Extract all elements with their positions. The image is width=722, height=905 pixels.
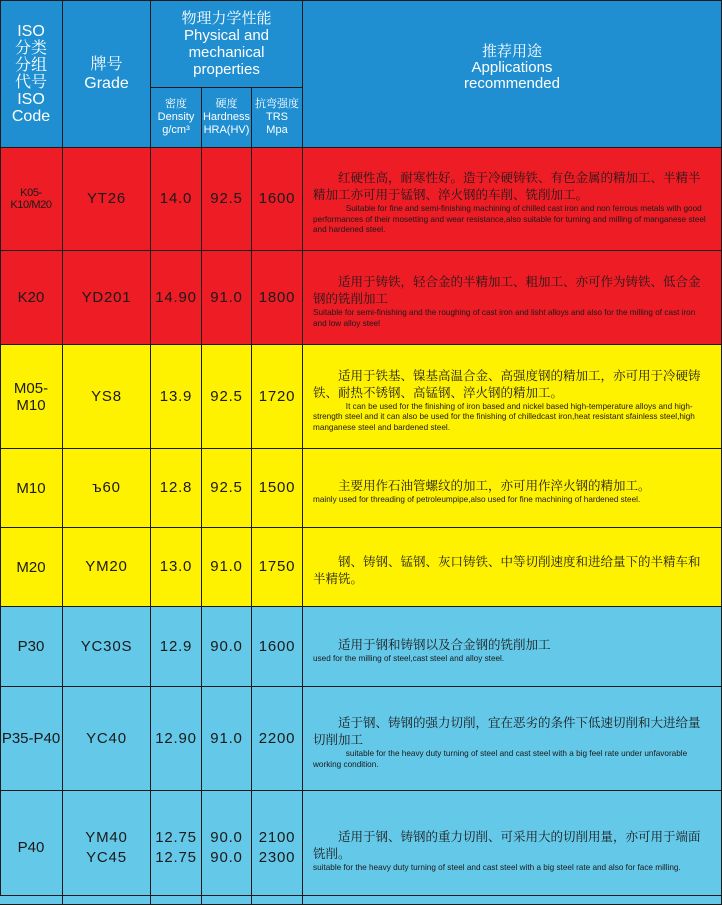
grade-value: YC45 bbox=[86, 848, 127, 866]
trs-cell bbox=[252, 251, 303, 345]
iso-code: K05-K10/M20 bbox=[10, 187, 52, 211]
trs-value: 1720 bbox=[258, 387, 296, 405]
header-iso-line: 代号 bbox=[14, 73, 47, 91]
header-grade-zh: 牌号 bbox=[90, 55, 123, 73]
hardness-cell bbox=[202, 687, 252, 791]
application-en: suitable for the heavy duty turning of steel and cast steel with a big steel rate and also for face milling. bbox=[313, 863, 681, 873]
hardness-cell bbox=[202, 528, 252, 607]
iso-code-cell bbox=[0, 791, 63, 905]
trs-cell bbox=[252, 607, 303, 687]
trs-cell bbox=[252, 528, 303, 607]
grade-value: YT26 bbox=[86, 190, 127, 207]
application-cell bbox=[303, 148, 722, 251]
iso-code-cell bbox=[0, 148, 63, 251]
grade-value: YS8 bbox=[91, 387, 122, 405]
density-value: 12.9 bbox=[159, 637, 193, 655]
trs-cell bbox=[252, 345, 303, 449]
density-value: 12.8 bbox=[159, 479, 193, 496]
density-cell bbox=[151, 791, 202, 905]
header-properties-en: Physical and bbox=[183, 26, 270, 44]
hardness-value: 90.0 bbox=[210, 828, 243, 846]
application-cell bbox=[303, 449, 722, 528]
iso-code-cell bbox=[0, 528, 63, 607]
header-applications-en: recommended bbox=[464, 75, 560, 92]
grade-value: YC30S bbox=[80, 637, 133, 655]
iso-code-cell bbox=[0, 607, 63, 687]
application-cell bbox=[303, 251, 722, 345]
header-trs-line: 抗弯强度 bbox=[255, 98, 299, 110]
hardness-value: 90.0 bbox=[210, 848, 243, 866]
density-value: 12.75 bbox=[155, 828, 197, 846]
header-grade-en: Grade bbox=[84, 74, 129, 92]
application-en: suitable for the heavy duty turning of steel and cast steel with a big feel rate under unfavorable working condition. bbox=[313, 749, 688, 769]
iso-code-cell bbox=[0, 345, 63, 449]
grade-cell bbox=[63, 607, 151, 687]
application-en: mainly used for threading of petroleumpipe,also used for fine machining of hardened steel. bbox=[313, 495, 641, 505]
grade-value: YD201 bbox=[81, 288, 132, 306]
trs-value: 1750 bbox=[258, 558, 296, 575]
header-trs-line: TRS bbox=[266, 111, 288, 123]
header-iso-line: 分组 bbox=[14, 56, 47, 74]
trs-value: 1500 bbox=[258, 479, 296, 496]
iso-code-cell bbox=[0, 251, 63, 345]
trs-value: 1800 bbox=[258, 288, 296, 306]
header-applications-zh: 推荐用途 bbox=[481, 43, 542, 60]
header-density bbox=[151, 88, 202, 148]
grade-value: YC40 bbox=[86, 729, 127, 747]
application-zh: 适于钢、铸钢的强力切削，宜在恶劣的条件下低速切削和大进给量切削加工 bbox=[313, 716, 701, 747]
hardness-cell bbox=[202, 791, 252, 905]
iso-code: P40 bbox=[17, 839, 45, 856]
trs-cell bbox=[252, 687, 303, 791]
header-properties-zh: 物理力学性能 bbox=[181, 9, 272, 27]
header-iso-line: Code bbox=[11, 107, 51, 125]
iso-code: M05-M10 bbox=[13, 379, 49, 414]
header-applications bbox=[303, 0, 722, 148]
hardness-value: 92.5 bbox=[210, 479, 243, 496]
header-hardness-line: 硬度 bbox=[215, 98, 238, 110]
application-zh: 适用于铁基、镍基高温合金、高强度钢的精加工，亦可用于冷硬铸铁、耐热不锈钢、高锰钢、淬火钢的精加工。 bbox=[313, 368, 701, 400]
iso-code: M10 bbox=[16, 479, 46, 497]
application-en: Suitable for fine and semi-finishing machining of chilled cast iron and non ferrous metals with good performances of their mosetting and wear resistance,also suitable for turning and milling of manganese steel and hardened steel. bbox=[313, 204, 706, 235]
hardness-value: 92.5 bbox=[210, 190, 243, 207]
application-cell bbox=[303, 607, 722, 687]
iso-code-cell bbox=[0, 449, 63, 528]
header-trs-line: Mpa bbox=[266, 124, 288, 136]
trs-value: 2100 bbox=[258, 828, 296, 846]
hardness-value: 92.5 bbox=[210, 387, 243, 405]
density-value: 13.0 bbox=[159, 558, 193, 575]
application-cell bbox=[303, 528, 722, 607]
density-value: 14.90 bbox=[155, 288, 197, 306]
header-hardness-line: HRA(HV) bbox=[203, 124, 250, 136]
density-cell bbox=[151, 148, 202, 251]
header-trs bbox=[252, 88, 303, 148]
application-zh: 适用于钢和铸钢以及合金钢的铣削加工 bbox=[338, 637, 551, 652]
header-hardness-line: Hardness bbox=[202, 111, 251, 123]
density-value: 12.75 bbox=[155, 848, 197, 866]
grade-cell bbox=[63, 791, 151, 905]
density-cell bbox=[151, 449, 202, 528]
header-applications-en: Applications bbox=[471, 59, 553, 76]
iso-code: K20 bbox=[17, 289, 45, 306]
application-en: used for the milling of steel,cast steel and alloy steel. bbox=[313, 653, 505, 663]
header-grade bbox=[63, 0, 151, 148]
density-cell bbox=[151, 607, 202, 687]
header-density-line: Density bbox=[157, 111, 195, 123]
header-iso-line: ISO bbox=[17, 22, 45, 40]
grade-cell bbox=[63, 251, 151, 345]
density-value: 12.90 bbox=[155, 729, 197, 747]
iso-code-cell bbox=[0, 687, 63, 791]
hardness-cell bbox=[202, 251, 252, 345]
iso-code: P30 bbox=[17, 638, 45, 655]
density-cell bbox=[151, 251, 202, 345]
density-cell bbox=[151, 528, 202, 607]
density-cell bbox=[151, 687, 202, 791]
trs-cell bbox=[252, 791, 303, 905]
trs-value: 2200 bbox=[258, 729, 296, 747]
density-cell bbox=[151, 345, 202, 449]
header-iso-line: ISO bbox=[17, 90, 45, 108]
hardness-cell bbox=[202, 607, 252, 687]
grade-value: YM20 bbox=[85, 558, 128, 575]
application-zh: 钢、铸钢、锰钢、灰口铸铁、中等切削速度和进给量下的半精车和半精铣。 bbox=[313, 555, 701, 586]
grade-cell bbox=[63, 148, 151, 251]
grade-value: YM40 bbox=[85, 828, 128, 846]
application-cell bbox=[303, 791, 722, 905]
iso-code: P35-P40 bbox=[1, 730, 61, 747]
application-zh: 适用于钢、铸钢的重力切削、可采用大的切削用量，亦可用于端面铣削。 bbox=[313, 830, 701, 862]
header-density-line: 密度 bbox=[165, 98, 187, 110]
trs-value: 2300 bbox=[258, 848, 296, 866]
application-en: Suitable for semi-finishing and the roughing of cast iron and lisht alloys and also for the milling of cast iron and low alloy steel bbox=[313, 308, 696, 328]
iso-code: M20 bbox=[16, 558, 46, 576]
grade-cell bbox=[63, 687, 151, 791]
header-properties bbox=[151, 0, 303, 88]
trs-value: 1600 bbox=[258, 637, 296, 655]
header-properties-en: mechanical bbox=[188, 43, 265, 61]
header-hardness bbox=[202, 88, 252, 148]
hardness-value: 90.0 bbox=[210, 637, 243, 655]
header-density-line: g/cm³ bbox=[162, 124, 190, 136]
trs-cell bbox=[252, 449, 303, 528]
hardness-value: 91.0 bbox=[210, 288, 243, 306]
application-cell bbox=[303, 687, 722, 791]
density-value: 14.0 bbox=[159, 190, 193, 207]
grade-cell bbox=[63, 449, 151, 528]
application-zh: 适用于铸铁，轻合金的半精加工、粗加工、亦可作为铸铁、低合金钢的铣削加工 bbox=[313, 275, 701, 306]
hardness-cell bbox=[202, 449, 252, 528]
application-en: It can be used for the finishing of iron based and nickel based high-temperature alloys and high-strength steel and it can also be used for the finishing of chilledcast iron,heat resistant sfainless steel,high manganese steel and bardened steel. bbox=[313, 401, 695, 432]
hardness-value: 91.0 bbox=[210, 558, 243, 575]
hardness-value: 91.0 bbox=[210, 729, 243, 747]
header-iso-line: 分类 bbox=[14, 39, 47, 57]
application-zh: 主要用作石油管螺纹的加工，亦可用作淬火钢的精加工。 bbox=[338, 479, 651, 494]
grade-value: ъ60 bbox=[92, 479, 121, 496]
header-iso-code bbox=[0, 0, 63, 148]
grade-cell bbox=[63, 528, 151, 607]
header-properties-en: properties bbox=[193, 60, 260, 78]
application-zh: 红硬性高，耐寒性好。造于冷硬铸铁、有色金属的精加工、半精半精加工亦可用于锰钢、淬火钢的车削、铣削加工。 bbox=[313, 171, 701, 203]
density-value: 13.9 bbox=[159, 387, 193, 405]
application-cell bbox=[303, 345, 722, 449]
hardness-cell bbox=[202, 345, 252, 449]
trs-value: 1600 bbox=[258, 190, 296, 207]
trs-cell bbox=[252, 148, 303, 251]
grade-cell bbox=[63, 345, 151, 449]
hardness-cell bbox=[202, 148, 252, 251]
